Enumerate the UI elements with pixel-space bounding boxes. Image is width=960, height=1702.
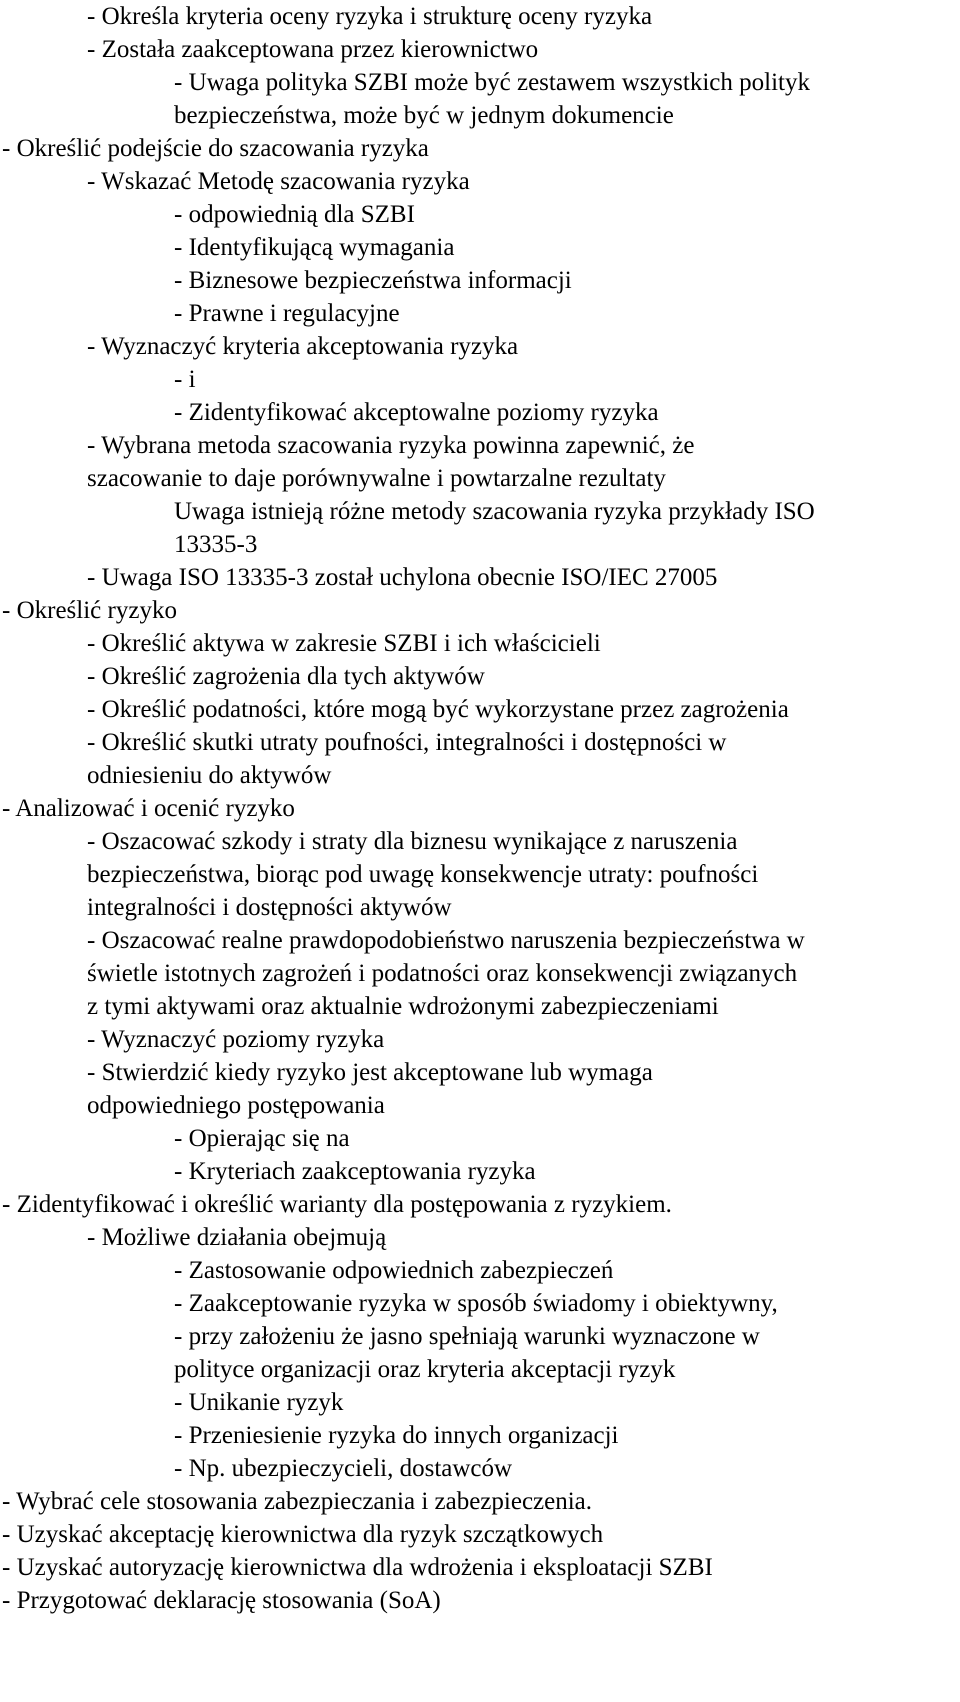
- text-line: - Wskazać Metodę szacowania ryzyka: [87, 168, 470, 195]
- text-line: - Określić podatności, które mogą być wykorzystane przez zagrożenia: [87, 696, 789, 723]
- text-line: odniesieniu do aktywów: [87, 762, 332, 789]
- text-line: - Opierając się na: [174, 1125, 350, 1152]
- text-line: - Przygotować deklarację stosowania (SoA): [2, 1587, 441, 1614]
- text-line: - Uwaga ISO 13335-3 został uchylona obecnie ISO/IEC 27005: [87, 564, 718, 591]
- text-line: 13335-3: [174, 531, 258, 558]
- text-line: - Określić aktywa w zakresie SZBI i ich właścicieli: [87, 630, 601, 657]
- text-line: - Uzyskać autoryzację kierownictwa dla wdrożenia i eksploatacji SZBI: [2, 1554, 713, 1581]
- text-line: - Uwaga polityka SZBI może być zestawem wszystkich polityk: [174, 69, 810, 96]
- text-line: - Wybrać cele stosowania zabezpieczania i zabezpieczenia.: [2, 1488, 593, 1515]
- text-line: bezpieczeństwa, może być w jednym dokumencie: [174, 102, 674, 129]
- text-line: - Możliwe działania obejmują: [87, 1224, 387, 1251]
- text-line: - Określić zagrożenia dla tych aktywów: [87, 663, 485, 690]
- text-line: - Stwierdzić kiedy ryzyko jest akceptowane lub wymaga: [87, 1059, 653, 1086]
- text-line: - Prawne i regulacyjne: [174, 300, 400, 327]
- text-line: - Uzyskać akceptację kierownictwa dla ryzyk szczątkowych: [2, 1521, 604, 1548]
- text-line: - Np. ubezpieczycieli, dostawców: [174, 1455, 513, 1482]
- text-line: polityce organizacji oraz kryteria akceptacji ryzyk: [174, 1356, 676, 1383]
- text-line: - Została zaakceptowana przez kierownictwo: [87, 36, 539, 63]
- text-line: - Przeniesienie ryzyka do innych organizacji: [174, 1422, 619, 1449]
- text-line: - Analizować i ocenić ryzyko: [2, 795, 295, 822]
- text-line: - Określa kryteria oceny ryzyka i strukturę oceny ryzyka: [87, 3, 653, 30]
- text-line: - Kryteriach zaakceptowania ryzyka: [174, 1158, 536, 1185]
- text-line: - Określić skutki utraty poufności, integralności i dostępności w: [87, 729, 727, 756]
- text-line: odpowiedniego postępowania: [87, 1092, 385, 1119]
- text-line: - Wyznaczyć kryteria akceptowania ryzyka: [87, 333, 519, 360]
- text-line: - i: [174, 366, 196, 393]
- text-line: - Określić podejście do szacowania ryzyka: [2, 135, 429, 162]
- text-line: świetle istotnych zagrożeń i podatności oraz konsekwencji związanych: [87, 960, 798, 987]
- text-line: - Wyznaczyć poziomy ryzyka: [87, 1026, 385, 1053]
- text-line: Uwaga istnieją różne metody szacowania ryzyka przykłady ISO: [174, 498, 815, 525]
- text-line: z tymi aktywami oraz aktualnie wdrożonymi zabezpieczeniami: [87, 993, 719, 1020]
- text-line: - Identyfikującą wymagania: [174, 234, 455, 261]
- text-line: - Określić ryzyko: [2, 597, 177, 624]
- text-line: - Zidentyfikować akceptowalne poziomy ryzyka: [174, 399, 659, 426]
- text-line: - Zidentyfikować i określić warianty dla postępowania z ryzykiem.: [2, 1191, 672, 1218]
- text-line: - Unikanie ryzyk: [174, 1389, 344, 1416]
- text-line: - przy założeniu że jasno spełniają warunki wyznaczone w: [174, 1323, 760, 1350]
- text-line: - Oszacować szkody i straty dla biznesu wynikające z naruszenia: [87, 828, 738, 855]
- text-line: bezpieczeństwa, biorąc pod uwagę konsekwencje utraty: poufności: [87, 861, 759, 888]
- text-line: - Zaakceptowanie ryzyka w sposób świadomy i obiektywny,: [174, 1290, 778, 1317]
- text-line: szacowanie to daje porównywalne i powtarzalne rezultaty: [87, 465, 666, 492]
- text-line: - Zastosowanie odpowiednich zabezpieczeń: [174, 1257, 614, 1284]
- text-line: - Biznesowe bezpieczeństwa informacji: [174, 267, 572, 294]
- text-line: - Oszacować realne prawdopodobieństwo naruszenia bezpieczeństwa w: [87, 927, 805, 954]
- text-line: - Wybrana metoda szacowania ryzyka powinna zapewnić, że: [87, 432, 695, 459]
- text-line: integralności i dostępności aktywów: [87, 894, 452, 921]
- text-line: - odpowiednią dla SZBI: [174, 201, 415, 228]
